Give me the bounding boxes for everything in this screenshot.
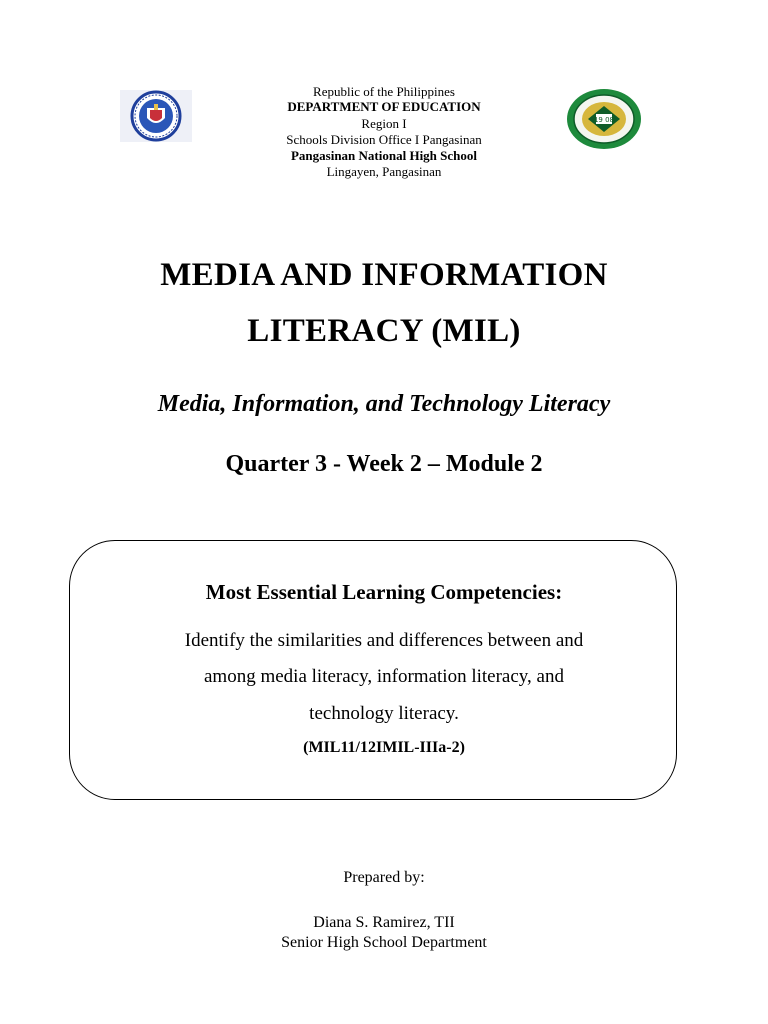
header-division: Schools Division Office I Pangasinan (286, 132, 482, 147)
competency-line-3: technology literacy. (309, 703, 459, 724)
header-department: DEPARTMENT OF EDUCATION (287, 99, 481, 114)
header-region: Region I (361, 116, 407, 131)
competency-code: (MIL11/12IMIL-IIIa-2) (303, 739, 465, 756)
title-line-2: LITERACY (MIL) (247, 313, 521, 349)
header-republic: Republic of the Philippines (313, 84, 455, 99)
competency-line-2: among media literacy, information literacy, and (204, 666, 564, 687)
school-seal-year: 19 08 (593, 116, 615, 124)
competency-line-1: Identify the similarities and differences between and (184, 630, 584, 651)
title-line-1: MEDIA AND INFORMATION (160, 257, 608, 293)
author-department: Senior High School Department (281, 934, 487, 951)
header-school: Pangasinan National High School (290, 148, 478, 163)
prepared-by-label: Prepared by: (343, 869, 425, 886)
author-name: Diana S. Ramirez, TII (313, 914, 455, 931)
header-location: Lingayen, Pangasinan (326, 164, 442, 179)
competency-heading: Most Essential Learning Competencies: (205, 580, 563, 604)
subtitle: Media, Information, and Technology Literacy (157, 391, 611, 417)
quarter-week-module: Quarter 3 - Week 2 – Module 2 (225, 451, 543, 477)
